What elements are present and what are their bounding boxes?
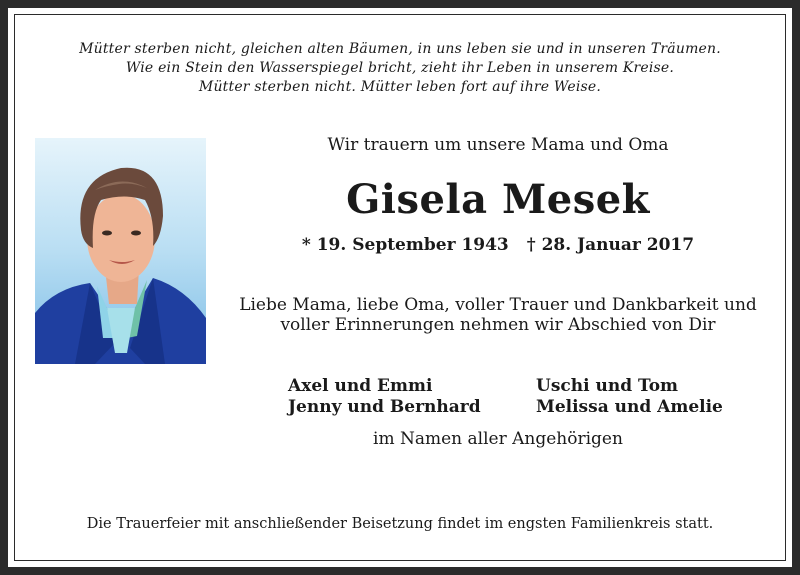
mourner-entry: Jenny und Bernhard [288,396,481,417]
mourner-entry: Uschi und Tom [536,376,679,396]
message-line: voller Erinnerungen nehmen wir Abschied von Dir [280,315,716,335]
behalf-text: im Namen aller Angehörigen [373,429,623,449]
poem [14,40,786,97]
farewell-message [210,295,786,335]
portrait-photo [35,138,206,364]
mourner-entry: Axel und Emmi [288,376,433,396]
message-line: Liebe Mama, liebe Oma, voller Trauer und Dankbarkeit und [239,295,757,315]
portrait-illustration [35,138,206,364]
life-dates [210,235,786,255]
mourners-column-left [288,376,481,417]
poem-line: Mütter sterben nicht, gleichen alten Bäumen, in uns leben sie und in unseren Träumen. [79,41,721,57]
poem-line: Mütter sterben nicht. Mütter leben fort auf ihre Weise. [198,79,602,95]
mourner-entry: Melissa und Amelie [536,396,723,417]
birth-date: * 19. September 1943 [301,235,509,255]
intro-text: Wir trauern um unsere Mama und Oma [327,135,669,155]
poem-line: Wie ein Stein den Wasserspiegel bricht, zieht ihr Leben in unserem Kreise. [125,60,675,76]
death-date: † 28. Januar 2017 [526,235,695,255]
mourners-column-right [536,376,723,417]
funeral-note: Die Trauerfeier mit anschließender Beisetzung findet im engsten Familienkreis statt. [86,516,714,532]
deceased-name: Gisela Mesek [346,176,650,223]
